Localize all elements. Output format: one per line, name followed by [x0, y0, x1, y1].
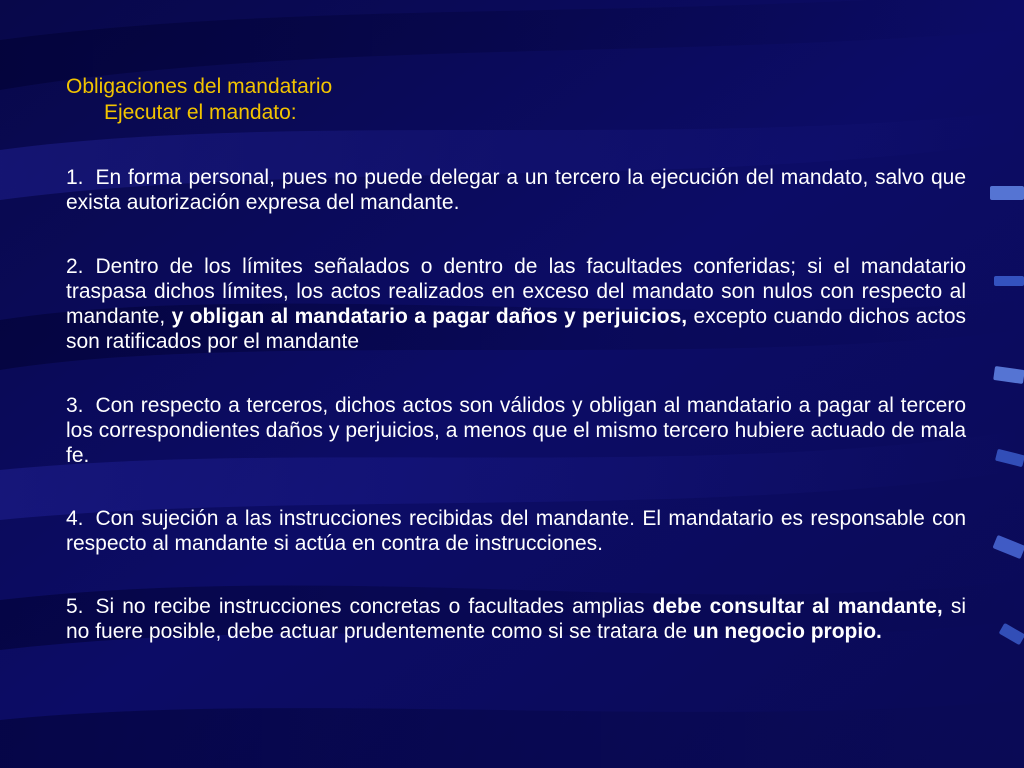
list-item: [66, 254, 966, 354]
item-text: Si no recibe instrucciones concretas o facultades amplias: [95, 595, 645, 618]
item-number: 3.: [66, 394, 84, 417]
edge-dash: [994, 276, 1024, 286]
item-text-bold: debe consultar al mandante,: [652, 595, 943, 618]
item-text: Dentro de los límites señalados o dentro de las facultades conferidas; si el mandatario traspasa dichos límites, los actos realizados en exceso del mandato son nulos con respecto al mandante,: [66, 255, 966, 328]
item-text: En forma personal, pues no puede delegar a un tercero la ejecución del mandato, salvo que exista autorización expresa del mandante.: [66, 166, 966, 214]
item-text: si no fuere posible, debe actuar prudentemente como si se tratara de: [66, 595, 966, 643]
item-text-bold: y obligan al mandatario a pagar daños y perjuicios,: [171, 305, 688, 328]
item-number: 4.: [66, 507, 84, 530]
item-number: 2.: [66, 255, 84, 278]
list-item: [66, 506, 966, 556]
item-text: Con respecto a terceros, dichos actos son válidos y obligan al mandatario a pagar al tercero los correspondientes daños y perjuicios, a menos que el mismo tercero hubiere actuado de mala fe.: [66, 394, 966, 467]
slide-title: Obligaciones del mandatario: [66, 75, 333, 98]
list-item: [66, 393, 966, 468]
item-number: 1.: [66, 166, 84, 189]
list-item: [66, 594, 966, 644]
item-text: excepto cuando dichos actos son ratificados por el mandante: [66, 305, 966, 353]
list-item: [66, 165, 966, 215]
slide-content: [66, 74, 966, 644]
item-text: Con sujeción a las instrucciones recibidas del mandante. El mandatario es responsable con respecto al mandante si actúa en contra de instrucciones.: [66, 507, 966, 555]
slide-subtitle: Ejecutar el mandato:: [104, 101, 297, 124]
item-number: 5.: [66, 595, 84, 618]
item-text-bold: un negocio propio.: [692, 620, 882, 643]
edge-dash: [990, 186, 1024, 200]
